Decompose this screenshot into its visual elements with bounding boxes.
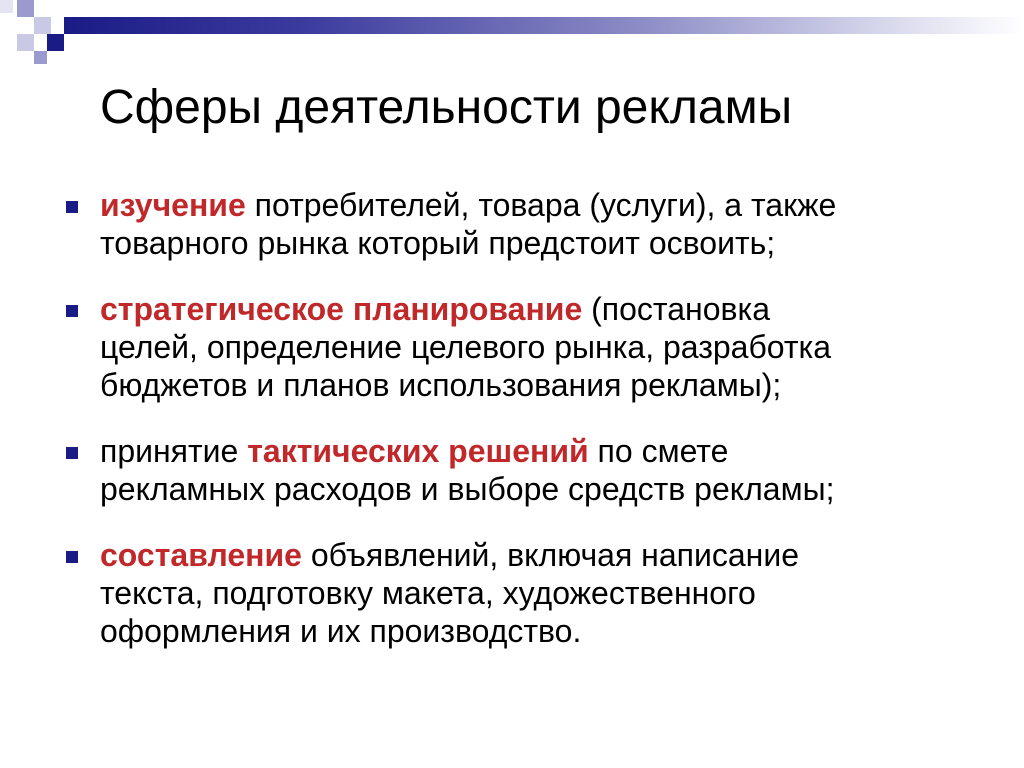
square-bullet-icon	[66, 551, 78, 563]
highlight-term: составление	[100, 537, 302, 573]
decor-square	[34, 51, 47, 64]
bullet-line: целей, определение целевого рынка, разработка	[100, 329, 832, 365]
square-bullet-icon	[66, 305, 78, 317]
bullet-line: текста, подготовку макета, художественного	[100, 575, 756, 611]
highlight-term: стратегическое планирование	[100, 291, 583, 327]
bullet-line	[100, 186, 982, 224]
bullet-text: (постановка	[582, 291, 770, 327]
bullet-item	[62, 290, 982, 404]
square-bullet-icon	[66, 447, 78, 459]
bullet-text: по смете	[588, 433, 729, 469]
highlight-term: изучение	[100, 187, 246, 223]
square-bullet-icon	[66, 201, 78, 213]
decor-square	[0, 0, 13, 13]
bullet-line: рекламных расходов и выборе средств рекламы;	[100, 471, 835, 507]
bullet-line	[100, 290, 982, 328]
decor-square	[17, 34, 34, 51]
header-gradient-bar	[64, 17, 1024, 34]
decor-square	[17, 0, 34, 17]
bullet-text: потребителей, товара (услуги), а также	[245, 187, 837, 223]
bullet-line	[100, 432, 982, 470]
bullet-line: оформления и их производство.	[100, 613, 582, 649]
bullet-line: бюджетов и планов использования рекламы);	[100, 367, 782, 403]
bullet-item	[62, 432, 982, 508]
bullet-item	[62, 186, 982, 262]
decor-square	[0, 17, 17, 34]
bullet-item	[62, 536, 982, 650]
bullet-text: объявлений, включая написание	[301, 537, 799, 573]
highlight-term: тактических решений	[247, 433, 589, 469]
slide-title: Сферы деятельности рекламы	[100, 81, 793, 134]
decor-square	[47, 34, 64, 51]
bullet-line: товарного рынка который предстоит освоить;	[100, 225, 776, 261]
bullet-line	[100, 536, 982, 574]
bullet-list	[62, 186, 982, 678]
decor-square	[34, 17, 51, 34]
bullet-text: принятие	[100, 433, 248, 469]
